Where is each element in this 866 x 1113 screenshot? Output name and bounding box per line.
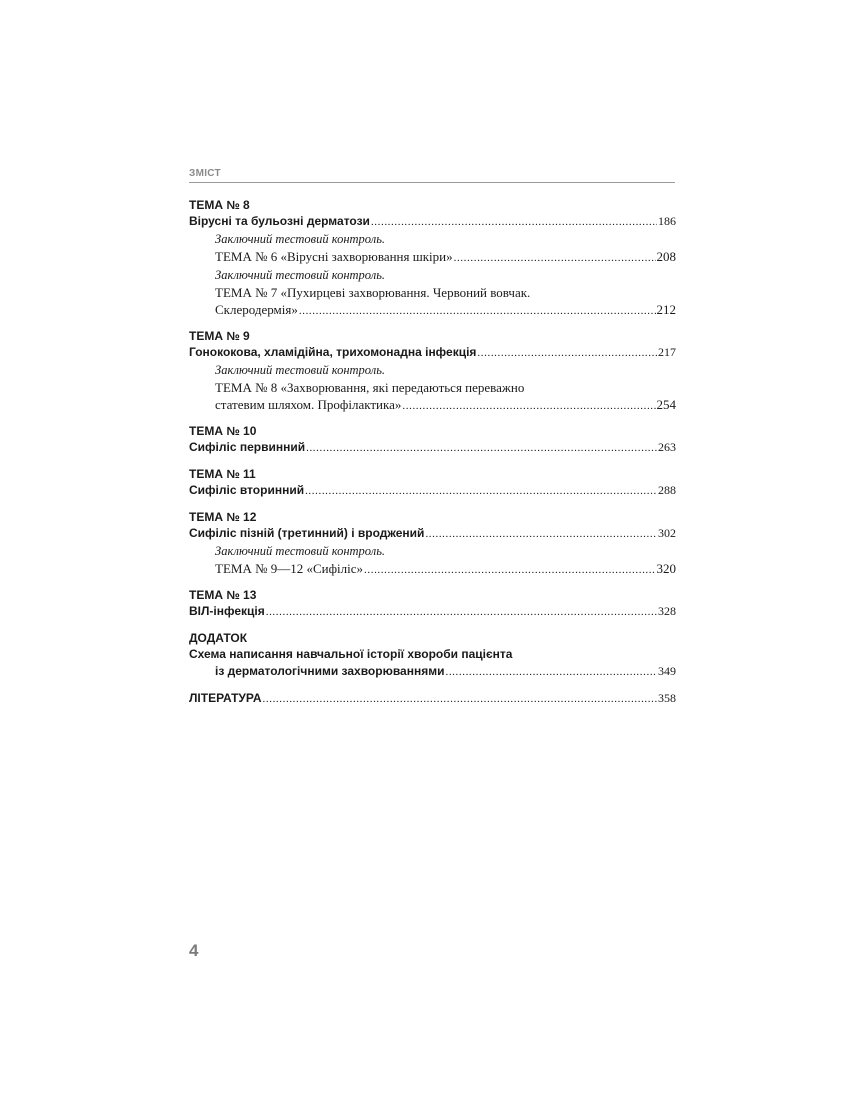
subentry-title: ТЕМА № 6 «Вірусні захворювання шкіри» (215, 249, 453, 264)
toc-subentry (215, 543, 676, 577)
dot-leader (477, 345, 657, 362)
running-header: ЗМІСТ (189, 168, 221, 179)
toc-section-appendix (189, 630, 676, 680)
page-ref: 320 (656, 561, 676, 576)
toc-subentry (215, 362, 676, 413)
subentry-label: Заключний тестовий контроль. (215, 268, 386, 282)
entry-title: ВІЛ-інфекція (189, 604, 265, 618)
subentry-title-line: ТЕМА № 7 «Пухирцеві захворювання. Червоний вовчак. (215, 285, 531, 300)
dot-leader (305, 483, 657, 500)
toc-entry (189, 439, 676, 456)
entry-title: Гонококова, хламідійна, трихомонадна інфекція (189, 345, 477, 359)
dot-leader (266, 604, 657, 621)
subentry-label: Заключний тестовий контроль. (215, 544, 386, 558)
subentry-label: Заключний тестовий контроль. (215, 363, 386, 377)
dot-leader (445, 664, 657, 681)
header-rule (189, 182, 675, 183)
toc-entry (189, 525, 676, 542)
page-ref: 263 (658, 440, 676, 454)
toc-entry (189, 482, 676, 499)
page-ref: 302 (658, 526, 676, 540)
toc-subentry (215, 231, 676, 265)
page-ref: 212 (656, 302, 676, 317)
dot-leader (364, 562, 655, 579)
toc-entry (189, 663, 676, 680)
toc-entry (189, 344, 676, 361)
page-number: 4 (189, 941, 199, 960)
entry-title: Сифіліс вторинний (189, 483, 305, 497)
dot-leader (299, 303, 656, 320)
toc-section-literature (189, 690, 676, 707)
topic-heading: ТЕМА № 9 (189, 329, 250, 343)
topic-heading: ТЕМА № 11 (189, 467, 256, 481)
toc-section-12 (189, 509, 676, 577)
entry-title: із дерматологічними захворюваннями (215, 664, 445, 678)
subentry-title-line: Склеродермія» (215, 302, 298, 317)
toc-entry (189, 213, 676, 230)
dot-leader (402, 398, 655, 415)
dot-leader (306, 440, 657, 457)
dot-leader (425, 526, 657, 543)
subentry-title-line: ТЕМА № 8 «Захворювання, які передаються переважно (215, 380, 525, 395)
topic-heading: ТЕМА № 12 (189, 510, 257, 524)
topic-heading: ДОДАТОК (189, 631, 248, 645)
topic-heading: ТЕМА № 8 (189, 198, 250, 212)
entry-title-line (189, 646, 676, 663)
page-ref: 328 (658, 604, 676, 618)
topic-heading: ТЕМА № 13 (189, 588, 257, 602)
toc-section-10 (189, 423, 676, 456)
page-ref: 186 (658, 214, 676, 228)
dot-leader (263, 691, 657, 708)
page-ref: 358 (658, 691, 676, 705)
page-ref: 349 (658, 664, 676, 678)
entry-title: Схема написання навчальної історії хвороби пацієнта (189, 647, 513, 661)
toc-section-13 (189, 587, 676, 620)
page-ref: 288 (658, 483, 676, 497)
dot-leader (454, 250, 656, 267)
entry-title: Сифіліс пізній (третинний) і вроджений (189, 526, 425, 540)
entry-title: ЛІТЕРАТУРА (189, 691, 262, 705)
subentry-title-line: статевим шляхом. Профілактика» (215, 397, 402, 412)
toc-subentry (215, 267, 676, 318)
subentry-label: Заключний тестовий контроль. (215, 232, 386, 246)
page-ref: 217 (658, 345, 676, 359)
toc-entry (189, 690, 676, 707)
toc-section-9 (189, 328, 676, 413)
page-ref: 254 (656, 397, 676, 412)
subentry-title: ТЕМА № 9—12 «Сифіліс» (215, 561, 364, 576)
toc-section-8 (189, 197, 676, 318)
toc-entry (189, 603, 676, 620)
entry-title: Вірусні та бульозні дерматози (189, 214, 370, 228)
table-of-contents (189, 197, 676, 717)
page-ref: 208 (656, 249, 676, 264)
entry-title: Сифіліс первинний (189, 440, 306, 454)
dot-leader (371, 214, 657, 231)
toc-section-11 (189, 466, 676, 499)
topic-heading: ТЕМА № 10 (189, 424, 257, 438)
